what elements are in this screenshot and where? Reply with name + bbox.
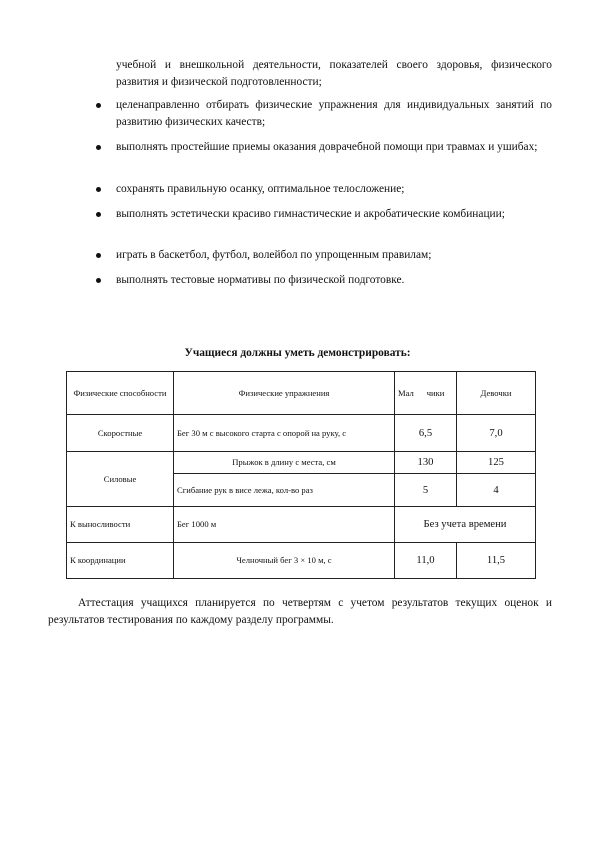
- girls-value: 7,0: [457, 415, 536, 452]
- header-girls: Девочки: [457, 372, 536, 415]
- bullet-dot-icon: [96, 103, 101, 108]
- bullet-dot-icon: [96, 212, 101, 217]
- exercise-cell: Бег 30 м с высокого старта с опорой на руку, с: [174, 415, 395, 452]
- bullet-item: целенаправленно отбирать физические упражнения для индивидуальных занятий по развитию физических качеств;: [116, 99, 552, 128]
- table-heading: Учащиеся должны уметь демонстрировать:: [184, 347, 411, 359]
- exercise-cell: Прыжок в длину с места, см: [174, 452, 395, 474]
- girls-value: 11,5: [457, 543, 536, 579]
- bullet-item: сохранять правильную осанку, оптимальное телосложение;: [116, 183, 405, 195]
- bullet-dot-icon: [96, 253, 101, 258]
- bullet-item: выполнять тестовые нормативы по физической подготовке.: [116, 274, 405, 286]
- ability-cell: Скоростные: [67, 415, 174, 452]
- closing-paragraph: Аттестация учащихся планируется по четвертям с учетом результатов текущих оценок и результатов тестирования по каждому разделу программы.: [48, 597, 552, 626]
- bullet-item: выполнять эстетически красиво гимнастические и акробатические комбинации;: [116, 208, 505, 220]
- girls-value: 125: [457, 452, 536, 474]
- exercise-cell: Сгибание рук в висе лежа, кол-во раз: [174, 474, 395, 507]
- bullet-dot-icon: [96, 145, 101, 150]
- header-abilities: Физические способности: [67, 372, 174, 415]
- boys-value: 6,5: [395, 415, 457, 452]
- girls-value: 4: [457, 474, 536, 507]
- ability-cell: К координации: [67, 543, 174, 579]
- ability-cell: К выносливости: [67, 507, 174, 543]
- no-time-note: Без учета времени: [395, 507, 536, 543]
- table-row: [67, 415, 536, 452]
- boys-value: 5: [395, 474, 457, 507]
- ability-cell: Силовые: [67, 452, 174, 507]
- bullet-dot-icon: [96, 278, 101, 283]
- table-row: [67, 452, 536, 474]
- bullet-item: выполнять простейшие приемы оказания доврачебной помощи при травмах и ушибах;: [116, 141, 538, 153]
- standards-table: [66, 371, 536, 579]
- header-exercises: Физические упражнения: [174, 372, 395, 415]
- table-row: [67, 543, 536, 579]
- header-boys: Мал чики: [395, 372, 457, 415]
- table-row: [67, 507, 536, 543]
- continuation-text: учебной и внешкольной деятельности, показателей своего здоровья, физического развития и физической подготовленности;: [116, 59, 552, 88]
- boys-value: 130: [395, 452, 457, 474]
- exercise-cell: Бег 1000 м: [174, 507, 395, 543]
- boys-value: 11,0: [395, 543, 457, 579]
- exercise-cell: Челночный бег 3 × 10 м, с: [174, 543, 395, 579]
- bullet-item: играть в баскетбол, футбол, волейбол по упрощенным правилам;: [116, 249, 432, 261]
- table-header-row: [67, 372, 536, 415]
- bullet-dot-icon: [96, 187, 101, 192]
